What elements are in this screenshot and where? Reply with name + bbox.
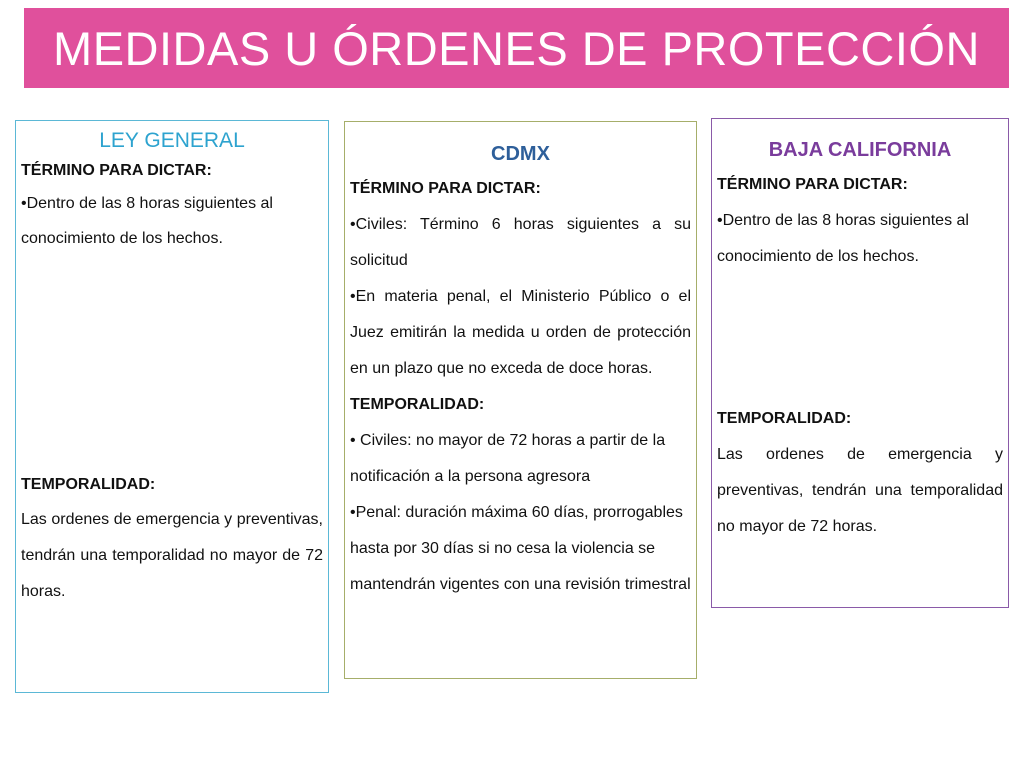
page-title: MEDIDAS U ÓRDENES DE PROTECCIÓN: [53, 21, 980, 75]
baja-california-heading: BAJA CALIFORNIA: [768, 139, 952, 161]
cdmx-temporalidad-civiles: • Civiles: no mayor de 72 horas a partir de la notificación a la persona agresora: [350, 432, 666, 485]
cdmx-termino-penal: •En materia penal, el Ministerio Público o el Juez emitirán la medida u orden de protección en un plazo que no exceda de doce horas.: [350, 288, 691, 377]
ley-general-termino-label: TÉRMINO PARA DICTAR:: [21, 162, 212, 179]
cdmx-temporalidad-penal: •Penal: duración máxima 60 días, prorrogables hasta por 30 días si no cesa la violencia se mantendrán vigentes con una revisión trimestral: [350, 504, 691, 593]
title-banner: [24, 8, 1009, 88]
cdmx-temporalidad-label: TEMPORALIDAD:: [350, 396, 485, 413]
baja-california-temporalidad-label: TEMPORALIDAD:: [717, 410, 852, 427]
cdmx-termino-label: TÉRMINO PARA DICTAR:: [350, 180, 541, 197]
ley-general-temporalidad-label: TEMPORALIDAD:: [21, 476, 156, 493]
baja-california-termino-label: TÉRMINO PARA DICTAR:: [717, 176, 908, 193]
ley-general-heading: LEY GENERAL: [99, 129, 245, 152]
ley-general-spacer: [21, 256, 323, 468]
cdmx-termino-civiles: •Civiles: Término 6 horas siguientes a su solicitud: [350, 216, 691, 269]
baja-california-spacer: [717, 275, 1003, 401]
ley-general-temporalidad-text: Las ordenes de emergencia y preventivas, tendrán una temporalidad no mayor de 72 horas.: [21, 511, 323, 600]
baja-california-box: [711, 118, 1009, 608]
baja-california-termino-text: •Dentro de las 8 horas siguientes al conocimiento de los hechos.: [717, 212, 969, 265]
cdmx-heading: CDMX: [491, 143, 550, 165]
ley-general-box: [15, 120, 329, 693]
baja-california-temporalidad-text: Las ordenes de emergencia y preventivas, tendrán una temporalidad no mayor de 72 horas.: [717, 446, 1003, 535]
ley-general-termino-text: •Dentro de las 8 horas siguientes al conocimiento de los hechos.: [21, 195, 273, 247]
cdmx-box: [344, 121, 697, 679]
